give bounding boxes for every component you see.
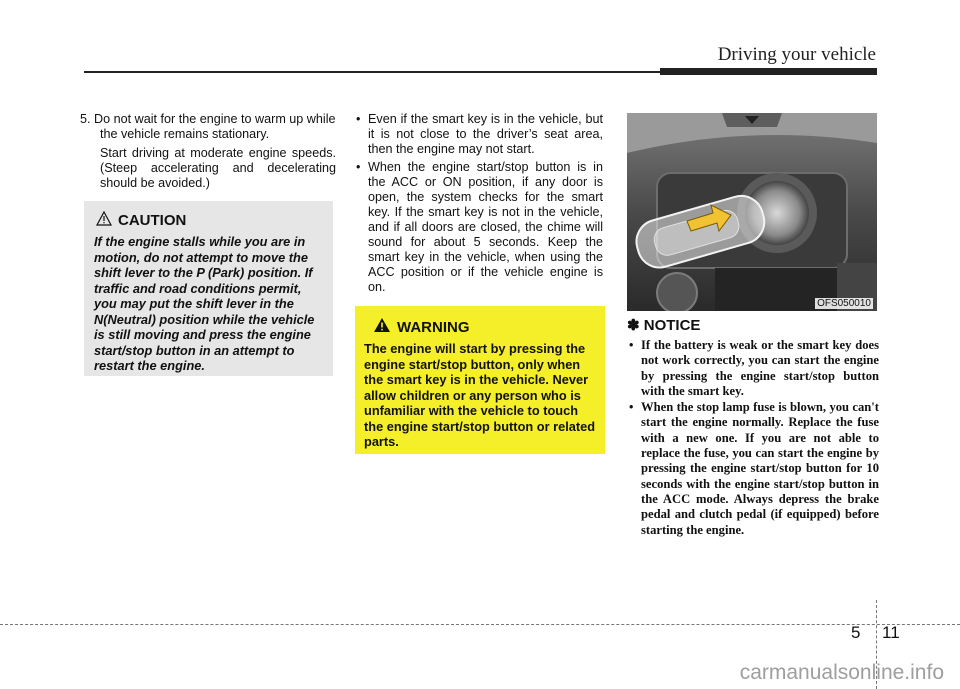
left-column — [80, 112, 336, 191]
section-title: Driving your vehicle — [717, 44, 876, 65]
notice-section — [627, 316, 879, 539]
middle-bullet-list — [356, 112, 603, 295]
bullet-text: When the stop lamp fuse is blown, you can't start the engine normally. Replace the fuse with a new one. If you are not able to replace the fuse, you can start the engine by pressing the engine start/stop button for 10 seconds with the engine start/stop button in the ACC mode. Always depress the brake pedal and clutch pedal (if equipped) before starting the engine. — [641, 400, 879, 537]
caution-triangle-icon — [96, 211, 112, 230]
header-rule-thick — [660, 68, 877, 75]
bullet-icon: • — [356, 112, 361, 126]
caution-header — [96, 211, 333, 230]
header-rule — [84, 71, 660, 73]
footer-rule — [0, 624, 960, 625]
list-item — [627, 400, 879, 538]
list-item — [356, 160, 603, 295]
step-5-text: 5. Do not wait for the engine to warm up while the vehicle remains stationary. — [80, 112, 336, 141]
caution-title: CAUTION — [118, 212, 187, 229]
bullet-icon: • — [629, 338, 634, 352]
bullet-text: If the battery is weak or the smart key does not work correctly, you can start the engine by pressing the engine start/stop button with the smart key. — [641, 338, 879, 398]
warning-title: WARNING — [397, 318, 470, 336]
caution-text: If the engine stalls while you are in motion, do not attempt to move the shift lever to the P (Park) position. If traffic and road conditions permit, you may put the shift lever in the N(Neutral) position while the vehicle is still moving and press the engine start/stop button in an attempt to restart the engine. — [94, 234, 315, 373]
smart-key-photo — [627, 113, 877, 311]
bullet-icon: • — [356, 160, 361, 174]
warning-box — [355, 306, 605, 454]
warning-header — [373, 317, 605, 337]
bullet-text: When the engine start/stop button is in the ACC or ON position, if any door is open, the system checks for the smart key. If the smart key is not in the vehicle, and if all doors are closed, the chime will sound for about 5 seconds. Keep the smart key in the vehicle, when using the ACC position or if the vehicle engine is on. — [368, 160, 603, 294]
list-item — [356, 112, 603, 157]
bullet-icon: • — [629, 400, 634, 415]
smart-key-illustration — [627, 113, 877, 311]
page-number: 11 — [882, 623, 900, 642]
list-item — [627, 338, 879, 399]
caution-box — [84, 201, 333, 376]
chapter-number: 5 — [851, 623, 861, 642]
warning-triangle-icon — [373, 317, 391, 337]
notice-bullet-list — [627, 338, 879, 538]
bullet-text: Even if the smart key is in the vehicle, but it is not close to the driver’s seat area, then the engine may not start. — [368, 112, 603, 156]
middle-column — [356, 112, 603, 298]
watermark: carmanualsonline.info — [739, 661, 944, 684]
step-5-subtext: Start driving at moderate engine speeds. (Steep accelerating and decelerating should be avoided.) — [100, 146, 336, 190]
photo-code: OFS050010 — [817, 298, 871, 309]
notice-title: ✽ NOTICE — [627, 317, 701, 334]
warning-text: The engine will start by pressing the engine start/stop button, only when the smart key is in the vehicle. Never allow children or any person who is unfamiliar with the vehicle to touch the engine start/stop button or related parts. — [364, 341, 596, 449]
